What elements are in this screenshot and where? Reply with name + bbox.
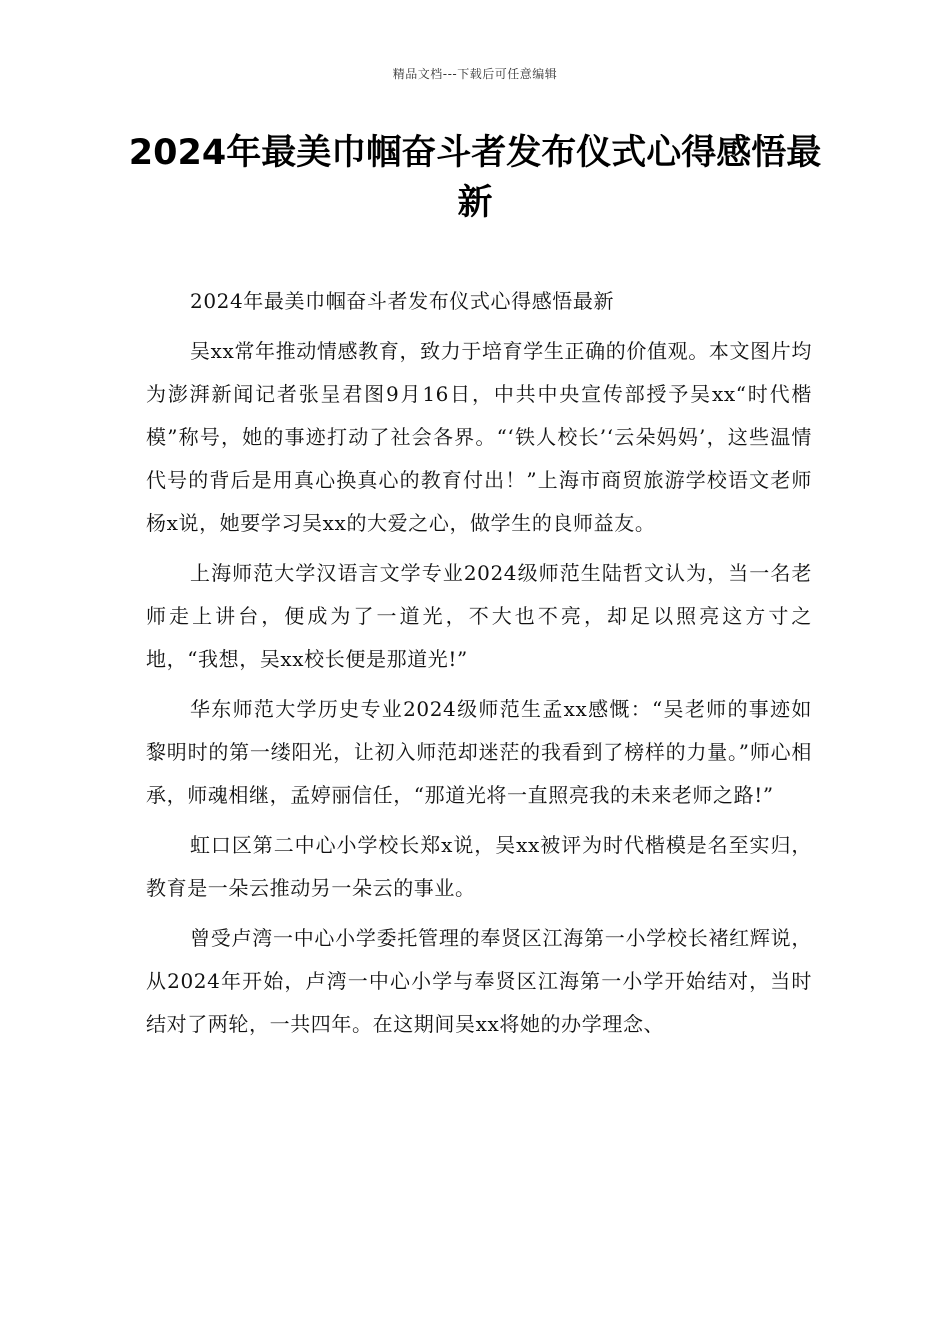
- paragraph: 华东师范大学历史专业2024级师范生孟xx感慨：“吴老师的事迹如黎明时的第一缕阳光，让初入师范却迷茫的我看到了榜样的力量。”师心相承，师魂相继，孟婷丽信任，“那道光将一直照亮我的未来老师之路!”: [146, 697, 812, 807]
- document-title: 2024年最美巾帼奋斗者发布仪式心得感悟最新: [128, 133, 822, 223]
- paragraph: 曾受卢湾一中心小学委托管理的奉贤区江海第一小学校长褚红辉说，从2024年开始，卢湾一中心小学与奉贤区江海第一小学开始结对，当时结对了两轮，一共四年。在这期间吴xx将她的办学理念、: [146, 926, 812, 1036]
- document-body: [146, 280, 812, 1053]
- header-note: 精品文档---下载后可任意编辑: [392, 67, 558, 81]
- paragraph: 虹口区第二中心小学校长郑x说，吴xx被评为时代楷模是名至实归，教育是一朵云推动另一朵云的事业。: [146, 833, 812, 900]
- paragraph: 吴xx常年推动情感教育，致力于培育学生正确的价值观。本文图片均为澎湃新闻记者张呈君图9月16日，中共中央宣传部授予吴xx“时代楷模”称号，她的事迹打动了社会各界。“‘铁人校长’‘云朵妈妈’，这些温情代号的背后是用真心换真心的教育付出！”上海市商贸旅游学校语文老师杨x说，她要学习吴xx的大爱之心，做学生的良师益友。: [146, 339, 812, 535]
- paragraph: 上海师范大学汉语言文学专业2024级师范生陆哲文认为，当一名老师走上讲台，便成为了一道光，不大也不亮，却足以照亮这方寸之地，“我想，吴xx校长便是那道光!”: [146, 561, 812, 671]
- paragraph-subtitle: 2024年最美巾帼奋斗者发布仪式心得感悟最新: [190, 289, 615, 313]
